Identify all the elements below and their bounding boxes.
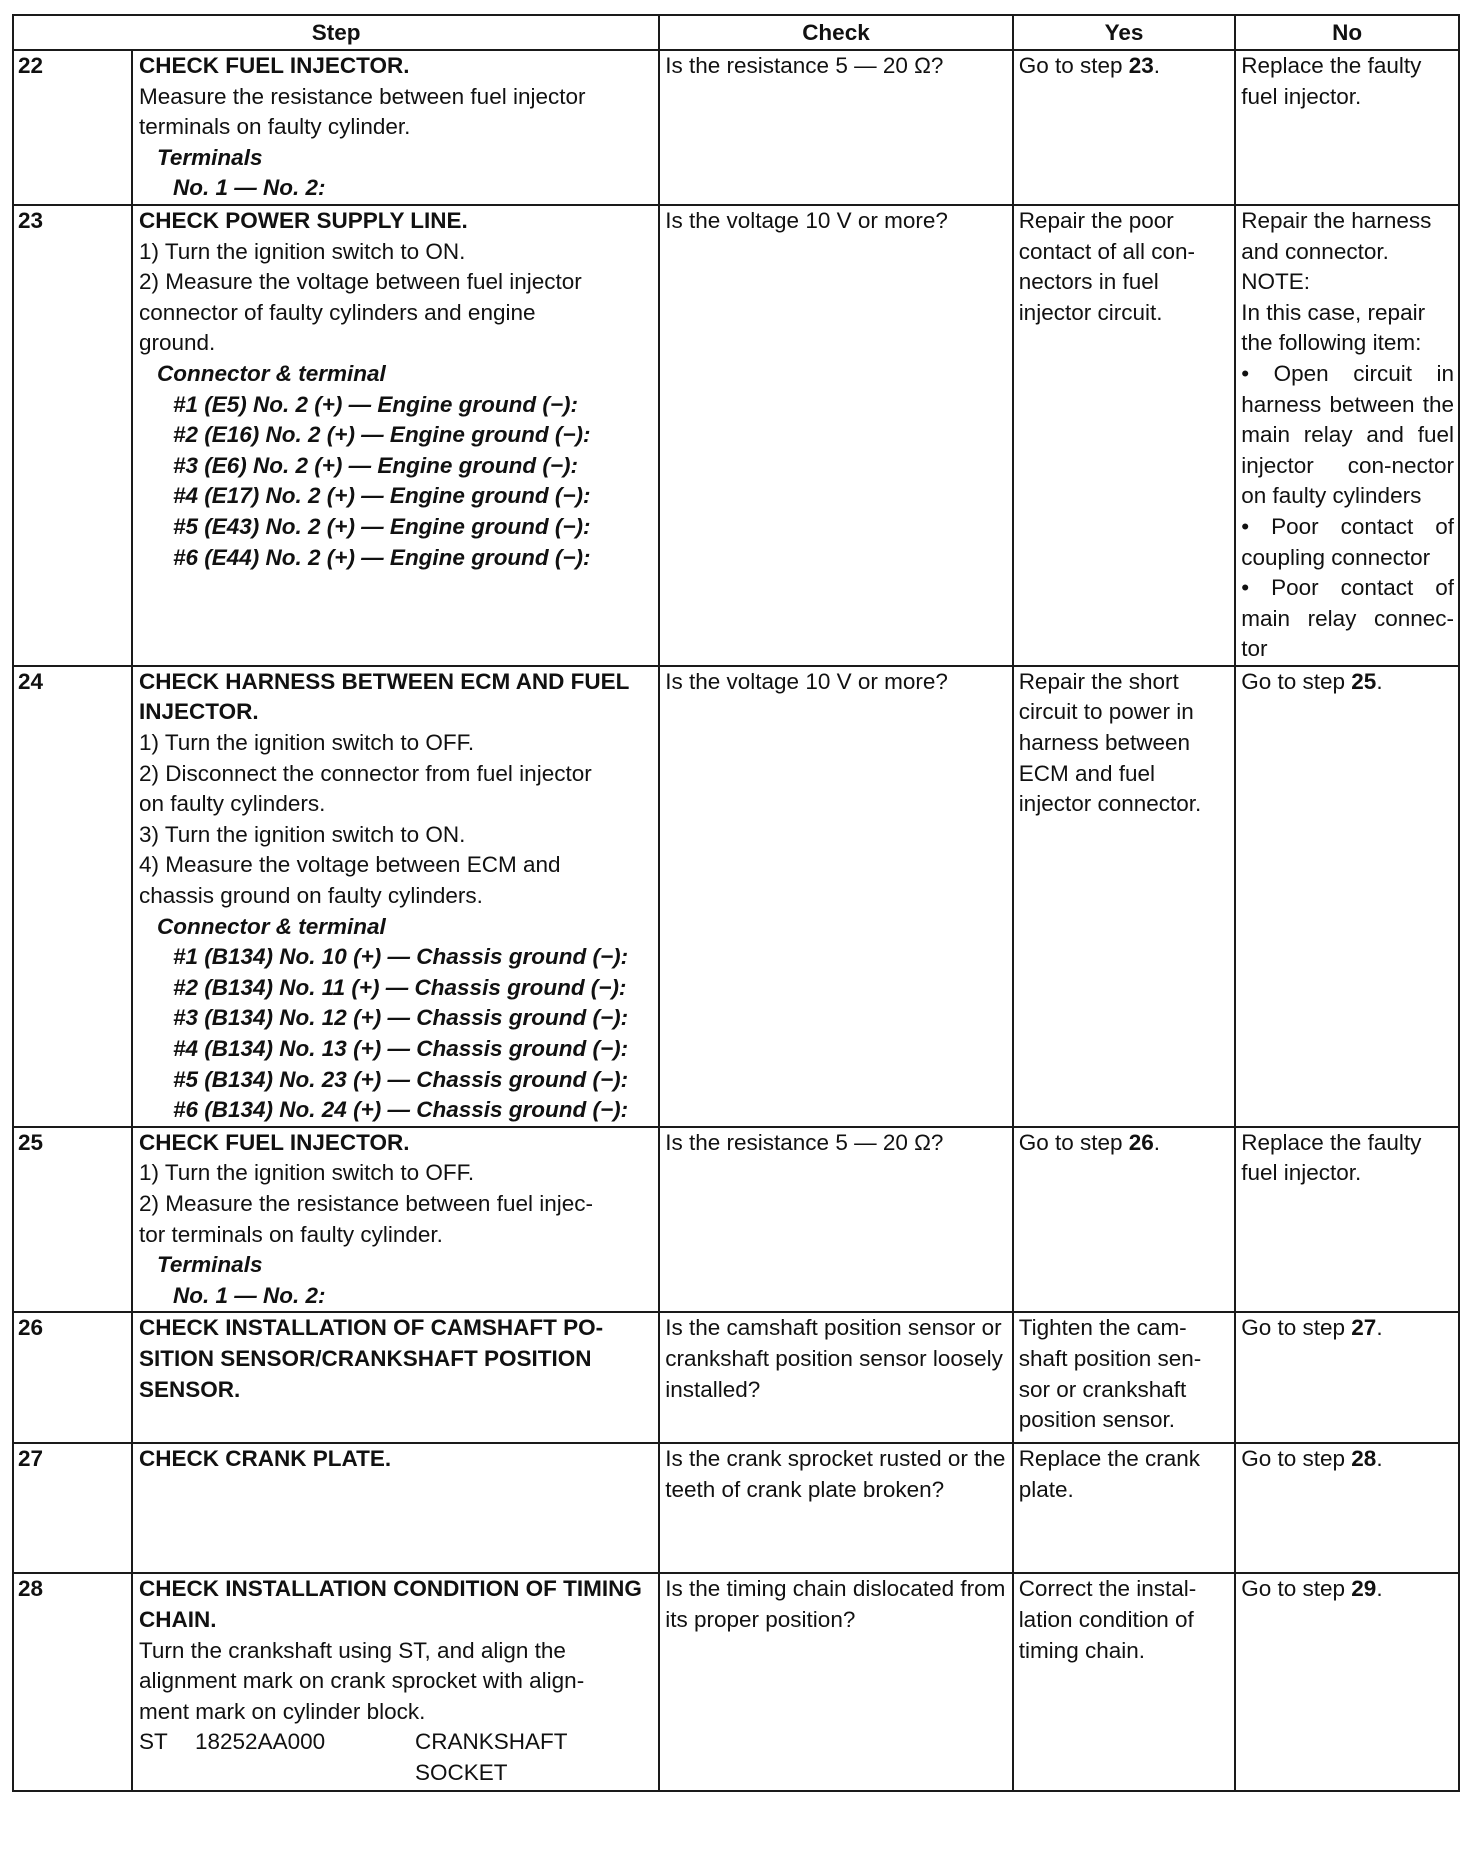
table-row xyxy=(13,1573,1459,1791)
yes-cell: Repair the poor contact of all con-nectors in fuel injector circuit. xyxy=(1013,205,1236,666)
no-text-end: . xyxy=(1376,668,1383,694)
check-cell: Is the timing chain dislocated from its proper position? xyxy=(659,1573,1012,1791)
step-title: CHECK HARNESS BETWEEN ECM AND FUEL INJECTOR. xyxy=(139,668,630,725)
step-line: ground. xyxy=(139,330,216,356)
no-text: Go to step xyxy=(1241,1446,1352,1472)
step-title: CHECK FUEL INJECTOR. xyxy=(139,1129,410,1155)
yes-cell: Repair the short circuit to power in harness between ECM and fuel injector connector. xyxy=(1013,666,1236,1127)
special-tool-row xyxy=(139,1727,652,1788)
no-step-ref: 28 xyxy=(1351,1446,1377,1472)
step-line: 1) Turn the ignition switch to OFF. xyxy=(139,1160,475,1186)
step-number: 26 xyxy=(13,1312,132,1443)
no-cell xyxy=(1235,666,1459,1127)
step-line: alignment mark on crank sprocket with align- xyxy=(139,1668,585,1694)
terminal-item: No. 1 — No. 2: xyxy=(173,175,326,201)
step-title: CHECK INSTALLATION OF CAMSHAFT PO-SITION SENSOR/CRANKSHAFT POSITION SENSOR. xyxy=(139,1315,604,1402)
step-subheading: Connector & terminal xyxy=(157,360,386,386)
no-text-end: . xyxy=(1376,1576,1383,1602)
no-text: Go to step xyxy=(1241,668,1352,694)
no-cell: Replace the faulty fuel injector. xyxy=(1235,1127,1459,1313)
yes-step-ref: 26 xyxy=(1128,1129,1154,1155)
table-row xyxy=(13,50,1459,205)
yes-cell: Tighten the cam-shaft position sen-sor or crankshaft position sensor. xyxy=(1013,1312,1236,1443)
terminal-item: #3 (E6) No. 2 (+) — Engine ground (−): xyxy=(173,452,579,478)
terminal-item: #6 (B134) No. 24 (+) — Chassis ground (−): xyxy=(173,1097,629,1123)
step-title: CHECK CRANK PLATE. xyxy=(139,1446,392,1472)
step-number: 23 xyxy=(13,205,132,666)
bullet-item: • Poor contact of coupling connector xyxy=(1241,513,1454,570)
special-tool-name: CRANKSHAFT SOCKET xyxy=(415,1729,568,1785)
check-cell: Is the voltage 10 V or more? xyxy=(659,666,1012,1127)
step-line: Measure the resistance between fuel injector xyxy=(139,83,586,109)
troubleshooting-table-page xyxy=(12,14,1460,1792)
header-yes: Yes xyxy=(1013,15,1236,50)
step-number: 22 xyxy=(13,50,132,205)
terminal-item: #1 (B134) No. 10 (+) — Chassis ground (−): xyxy=(173,944,629,970)
terminal-item: #2 (B134) No. 11 (+) — Chassis ground (−): xyxy=(173,974,627,1000)
check-cell: Is the camshaft position sensor or crankshaft position sensor loosely installed? xyxy=(659,1312,1012,1443)
bullet-item: • Poor contact of main relay connec-tor xyxy=(1241,575,1454,662)
step-number: 27 xyxy=(13,1443,132,1573)
yes-text: Go to step xyxy=(1018,1129,1129,1155)
table-row xyxy=(13,666,1459,1127)
step-subheading: Terminals xyxy=(157,144,263,170)
no-line: Repair the harness and connector. xyxy=(1241,207,1432,264)
step-line: chassis ground on faulty cylinders. xyxy=(139,883,483,909)
table-row xyxy=(13,1443,1459,1573)
step-line: 3) Turn the ignition switch to ON. xyxy=(139,821,466,847)
step-subheading: Terminals xyxy=(157,1252,263,1278)
terminal-item: #6 (E44) No. 2 (+) — Engine ground (−): xyxy=(173,544,591,570)
no-cell xyxy=(1235,205,1459,666)
no-cell: Replace the faulty fuel injector. xyxy=(1235,50,1459,205)
step-line: terminals on faulty cylinder. xyxy=(139,114,411,140)
no-step-ref: 29 xyxy=(1351,1576,1377,1602)
terminal-item: #5 (B134) No. 23 (+) — Chassis ground (−): xyxy=(173,1066,629,1092)
step-subheading: Connector & terminal xyxy=(157,913,386,939)
step-title: CHECK FUEL INJECTOR. xyxy=(139,53,410,78)
yes-step-ref: 23 xyxy=(1128,53,1154,78)
terminal-item: #1 (E5) No. 2 (+) — Engine ground (−): xyxy=(173,391,579,417)
yes-cell xyxy=(1013,1127,1236,1313)
step-line: 1) Turn the ignition switch to OFF. xyxy=(139,730,475,756)
no-text: Go to step xyxy=(1241,1315,1352,1341)
step-line: Turn the crankshaft using ST, and align the xyxy=(139,1637,566,1663)
no-text-end: . xyxy=(1376,1446,1383,1472)
step-description xyxy=(132,1443,659,1573)
step-line: ment mark on cylinder block. xyxy=(139,1698,426,1724)
step-title: CHECK POWER SUPPLY LINE. xyxy=(139,207,468,233)
step-description xyxy=(132,50,659,205)
no-text-end: . xyxy=(1376,1315,1383,1341)
step-line: tor terminals on faulty cylinder. xyxy=(139,1221,443,1247)
step-line: 2) Measure the resistance between fuel injec- xyxy=(139,1190,593,1216)
step-line: 2) Measure the voltage between fuel injector xyxy=(139,269,582,295)
step-line: on faulty cylinders. xyxy=(139,791,326,817)
yes-text-end: . xyxy=(1153,53,1161,78)
yes-cell xyxy=(1013,50,1236,205)
check-cell: Is the voltage 10 V or more? xyxy=(659,205,1012,666)
terminal-item: #5 (E43) No. 2 (+) — Engine ground (−): xyxy=(173,513,591,539)
bullet-item: • Open circuit in harness between the main relay and fuel injector con-nector on faulty cylinders xyxy=(1241,360,1454,509)
yes-text-end: . xyxy=(1153,1129,1161,1155)
header-step: Step xyxy=(13,15,659,50)
no-text: Go to step xyxy=(1241,1576,1352,1602)
step-description xyxy=(132,1573,659,1791)
header-check: Check xyxy=(659,15,1012,50)
table-row xyxy=(13,1312,1459,1443)
terminal-item: #3 (B134) No. 12 (+) — Chassis ground (−): xyxy=(173,1005,629,1031)
terminal-item: #4 (B134) No. 13 (+) — Chassis ground (−): xyxy=(173,1036,629,1061)
step-description xyxy=(132,1127,659,1313)
check-cell: Is the resistance 5 — 20 Ω? xyxy=(659,50,1012,205)
check-cell: Is the crank sprocket rusted or the teeth of crank plate broken? xyxy=(659,1443,1012,1573)
no-line: In this case, repair the following item: xyxy=(1241,299,1426,356)
terminal-item: No. 1 — No. 2: xyxy=(173,1282,326,1308)
step-line: connector of faulty cylinders and engine xyxy=(139,299,536,325)
terminal-item: #2 (E16) No. 2 (+) — Engine ground (−): xyxy=(173,422,591,448)
diagnostic-table xyxy=(12,14,1460,1792)
step-line: 4) Measure the voltage between ECM and xyxy=(139,852,561,878)
step-title: CHECK INSTALLATION CONDITION OF TIMING CHAIN. xyxy=(139,1576,642,1632)
step-description xyxy=(132,205,659,666)
step-number: 24 xyxy=(13,666,132,1127)
no-cell xyxy=(1235,1573,1459,1791)
header-row xyxy=(13,15,1459,50)
special-tool-code: 18252AA000 xyxy=(195,1729,326,1755)
step-description xyxy=(132,666,659,1127)
check-cell: Is the resistance 5 — 20 Ω? xyxy=(659,1127,1012,1313)
yes-cell: Correct the instal-lation condition of timing chain. xyxy=(1013,1573,1236,1791)
header-no: No xyxy=(1235,15,1459,50)
special-tool-label: ST xyxy=(139,1729,168,1755)
no-step-ref: 25 xyxy=(1351,668,1377,694)
yes-cell: Replace the crank plate. xyxy=(1013,1443,1236,1573)
table-row xyxy=(13,1127,1459,1313)
no-cell xyxy=(1235,1443,1459,1573)
terminal-item: #4 (E17) No. 2 (+) — Engine ground (−): xyxy=(173,483,591,509)
table-row xyxy=(13,205,1459,666)
no-cell xyxy=(1235,1312,1459,1443)
step-line: 2) Disconnect the connector from fuel injector xyxy=(139,760,592,786)
step-number: 28 xyxy=(13,1573,132,1791)
step-number: 25 xyxy=(13,1127,132,1313)
step-description xyxy=(132,1312,659,1443)
yes-text: Go to step xyxy=(1018,53,1129,78)
note-label: NOTE: xyxy=(1241,269,1310,295)
step-line: 1) Turn the ignition switch to ON. xyxy=(139,238,466,264)
no-step-ref: 27 xyxy=(1351,1315,1377,1341)
